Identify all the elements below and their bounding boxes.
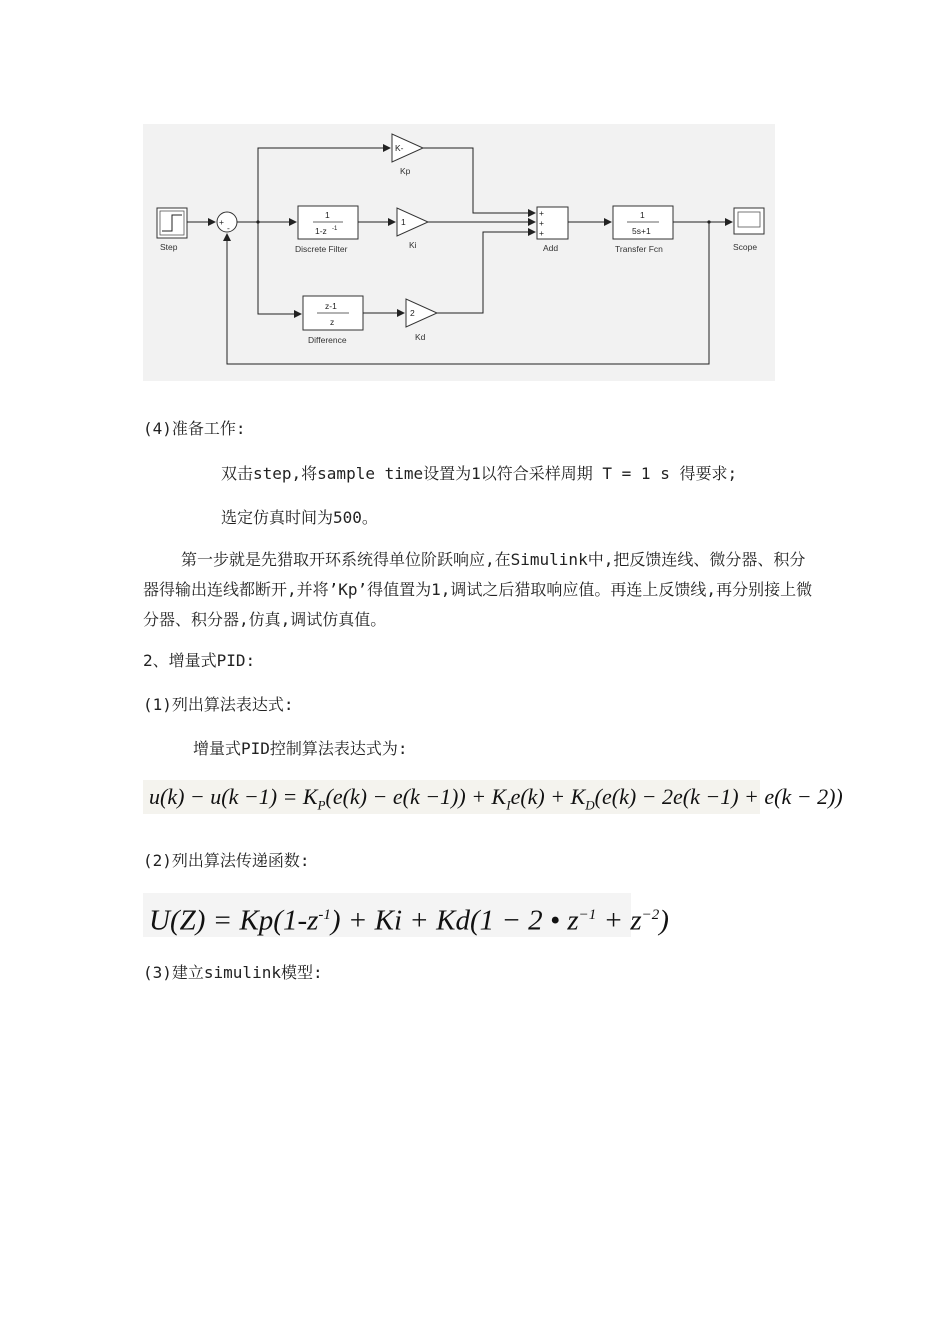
discrete-filter-den: 1-z xyxy=(315,226,327,236)
subheading-algorithm-expression: (1)列出算法表达式: xyxy=(143,695,294,714)
sum-plus: + xyxy=(219,217,224,227)
prep-heading: (4)准备工作: xyxy=(143,419,246,438)
expression-intro: 增量式PID控制算法表达式为: xyxy=(193,739,408,758)
simulink-diagram xyxy=(143,124,775,381)
step-block xyxy=(157,208,187,252)
discrete-filter-den-exp: -1 xyxy=(332,226,338,232)
diagram-svg xyxy=(143,124,775,381)
kp-gain-block xyxy=(392,134,423,176)
sum-minus: - xyxy=(227,223,230,233)
section-heading-incremental-pid: 2、增量式PID: xyxy=(143,651,256,670)
transfer-fcn-den: 5s+1 xyxy=(632,226,651,236)
procedure-paragraph: 第一步就是先猎取开环系统得单位阶跃响应,在Simulink中,把反馈连线、微分器、积分器得输出连线都断开,并将’Kp’得值置为1,调试之后猎取响应值。再连上反馈线,再分别接上微分器、积分器,仿真,调试仿真值。 xyxy=(143,550,813,629)
step-label: Step xyxy=(160,242,178,252)
add-sign-2: + xyxy=(539,218,544,228)
kd-label: Kd xyxy=(415,332,426,342)
ki-gain-block xyxy=(397,208,428,250)
add-label: Add xyxy=(543,243,559,253)
subheading-transfer-function: (2)列出算法传递函数: xyxy=(143,851,310,870)
signal-lines xyxy=(187,148,732,364)
add-sign-1: + xyxy=(539,208,544,218)
transfer-fcn-num: 1 xyxy=(640,210,645,220)
difference-den: z xyxy=(330,317,335,327)
transfer-fcn-block xyxy=(613,206,673,254)
ki-label: Ki xyxy=(409,240,417,250)
kp-value: K- xyxy=(395,143,404,153)
difference-num: z-1 xyxy=(325,301,337,311)
scope-label: Scope xyxy=(733,242,758,252)
scope-block xyxy=(733,208,764,252)
difference-block xyxy=(303,296,363,345)
prep-sim-time: 选定仿真时间为500。 xyxy=(221,508,378,527)
kd-gain-block xyxy=(406,299,437,342)
discrete-filter-num: 1 xyxy=(325,210,330,220)
equation-transfer-function: $U(Z) = Kp(1-z^{-1}) + Ki + Kd(1 - 2$ • $z^{-1} + z^{-2}$) xyxy=(143,893,631,937)
sum-junction xyxy=(217,212,237,233)
discrete-filter-label: Discrete Filter xyxy=(295,244,348,254)
add-sign-3: + xyxy=(539,228,544,238)
transfer-fcn-label: Transfer Fcn xyxy=(615,244,663,254)
difference-label: Difference xyxy=(308,335,347,345)
kd-value: 2 xyxy=(410,308,415,318)
prep-step-setting: 双击step,将sample time设置为1以符合采样周期 T = 1 s 得要求; xyxy=(221,464,738,483)
add-block xyxy=(537,207,568,253)
ki-value: 1 xyxy=(401,217,406,227)
equation-incremental-pid: $u(k) - u(k -1) = K_P(e(k) - e(k -1)) + K_Ie(k) + K_D(e(k) - 2e(k -1) + e(k - 2))$ xyxy=(143,780,760,814)
kp-label: Kp xyxy=(400,166,411,176)
discrete-filter-block xyxy=(295,206,358,254)
subheading-simulink-model: (3)建立simulink模型: xyxy=(143,963,323,982)
